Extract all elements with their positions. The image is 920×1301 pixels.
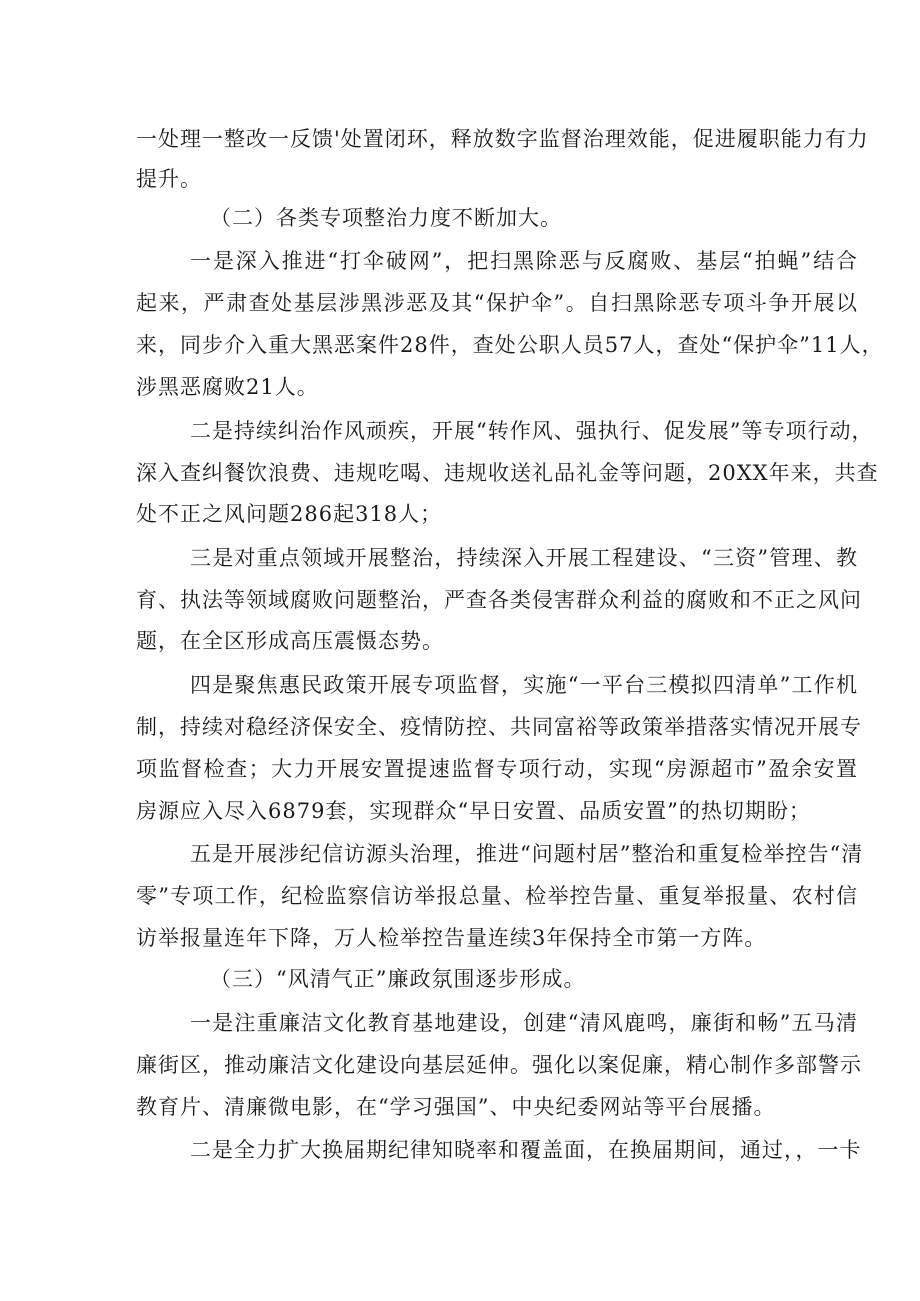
text-line: 一是深入推进“打伞破网”，把扫黑除恶与反腐败、基层“拍蝇”结合 bbox=[190, 249, 858, 273]
text-line: 育、执法等领域腐败问题整治，严查各类侵害群众利益的腐败和不正之风问 bbox=[136, 588, 862, 612]
text-line: 一是注重廉洁文化教育基地建设，创建“清风鹿鸣，廉街和畅”五马清 bbox=[190, 1011, 858, 1035]
text-line: 五是开展涉纪信访源头治理，推进“问题村居”整治和重复检举控告“清 bbox=[190, 842, 864, 866]
text-line: 零”专项工作，纪检监察信访举报总量、检举控告量、重复举报量、农村信 bbox=[136, 884, 858, 908]
text-line: 涉黑恶腐败21人。 bbox=[136, 375, 319, 399]
text-line: 提升。 bbox=[136, 167, 202, 191]
text-line: 题，在全区形成高压震慑态势。 bbox=[136, 629, 444, 653]
text-line: 廉街区，推动廉洁文化建设向基层延伸。强化以案促廉，精心制作多部警示 bbox=[136, 1053, 862, 1077]
text-line: 访举报量连年下降，万人检举控告量连续3年保持全市第一方阵。 bbox=[136, 926, 767, 950]
text-line: 来，同步介入重大黑恶案件28件，查处公职人员57人，查处“保护伞”11人， bbox=[136, 333, 884, 357]
text-line: 深入查纠餐饮浪费、违规吃喝、违规收送礼品礼金等问题，20XX年来，共查 bbox=[136, 461, 879, 485]
text-line: 起来，严肃查处基层涉黑涉恶及其“保护伞”。自扫黑除恶专项斗争开展以 bbox=[136, 291, 858, 315]
text-line: 处不正之风问题286起318人； bbox=[136, 502, 443, 526]
text-line: 教育片、清廉微电影，在“学习强国”、中央纪委网站等平台展播。 bbox=[136, 1095, 776, 1119]
text-line: 制，持续对稳经济保安全、疫情防控、共同富裕等政策举措落实情况开展专 bbox=[136, 715, 862, 739]
section-heading: （二）各类专项整治力度不断加大。 bbox=[210, 206, 562, 230]
section-heading: （三）“风清气正”廉政氛围逐步形成。 bbox=[210, 967, 586, 991]
text-line: 三是对重点领域开展整治，持续深入开展工程建设、“三资”管理、教 bbox=[190, 546, 858, 570]
text-line: 项监督检查；大力开展安置提速监督专项行动，实现“房源超市”盈余安置 bbox=[136, 757, 858, 781]
text-line: 二是全力扩大换届期纪律知晓率和覆盖面，在换届期间，通过，，一卡 bbox=[190, 1138, 862, 1162]
text-line: 房源应入尽入6879套，实现群众“早日安置、品质安置”的热切期盼； bbox=[136, 799, 811, 823]
text-line: 一处理一整改一反馈'处置闭环，释放数字监督治理效能，促进履职能力有力 bbox=[136, 127, 869, 151]
text-line: 二是持续纠治作风顽疾，开展“转作风、强执行、促发展”等专项行动， bbox=[190, 419, 874, 443]
text-line: 四是聚焦惠民政策开展专项监督，实施“一平台三模拟四清单”工作机 bbox=[190, 673, 858, 697]
